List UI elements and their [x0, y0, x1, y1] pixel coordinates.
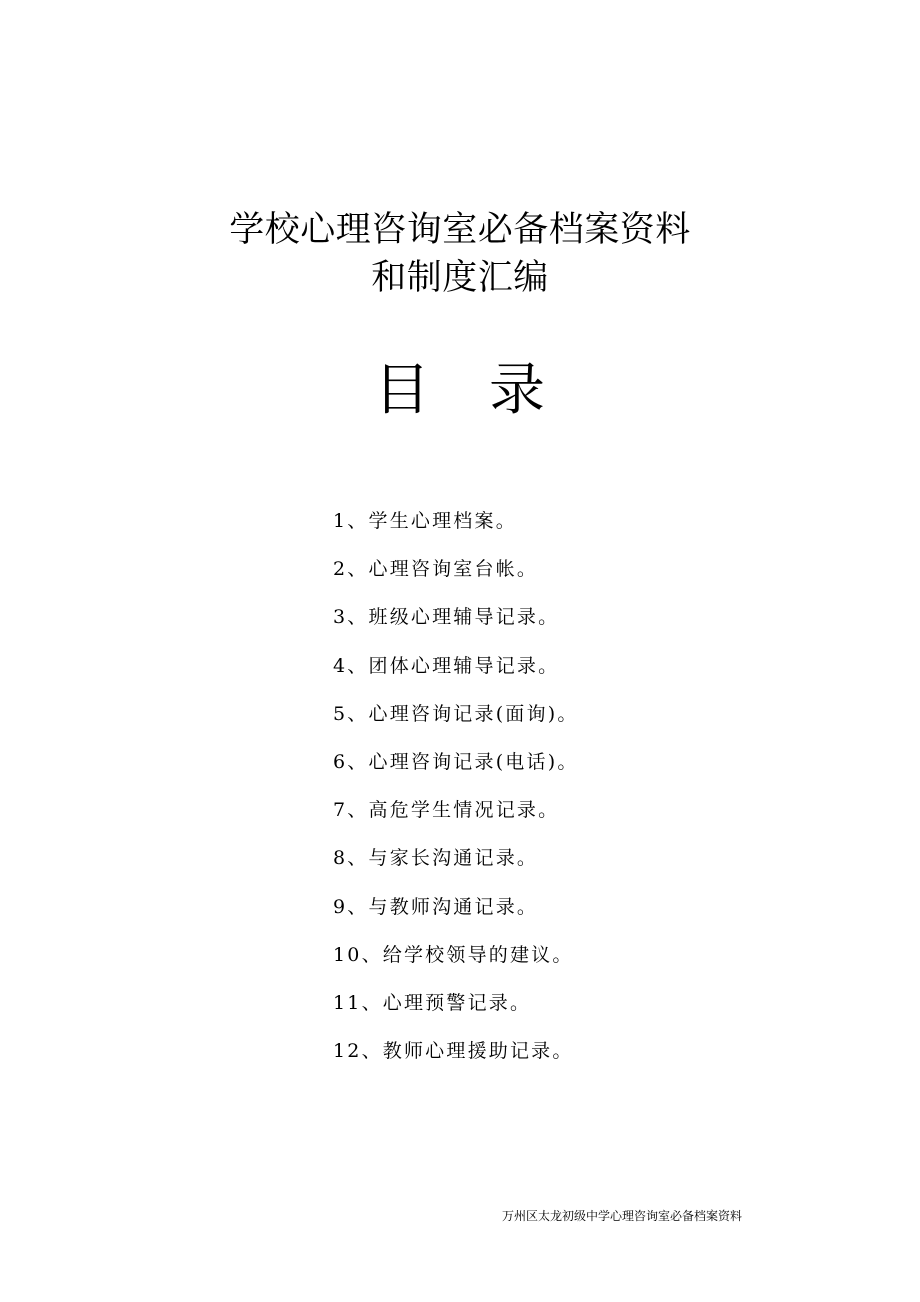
toc-item: 2、心理咨询室台帐。 — [333, 558, 539, 581]
toc-item: 1、学生心理档案。 — [333, 510, 517, 532]
toc-item: 4、团体心理辅导记录。 — [333, 654, 560, 677]
title-line-1: 学校心理咨询室必备档案资料 — [229, 210, 691, 250]
toc-item: 7、高危学生情况记录。 — [333, 799, 560, 822]
title-line-2: 和制度汇编 — [371, 258, 549, 298]
toc-item: 8、与家长沟通记录。 — [333, 847, 539, 870]
toc-item: 10、给学校领导的建议。 — [333, 943, 574, 966]
toc-item: 9、与教师沟通记录。 — [333, 895, 539, 918]
toc-item: 12、教师心理援助记录。 — [333, 1040, 574, 1063]
document-title — [0, 206, 920, 302]
toc-heading — [0, 356, 920, 426]
page-footer: 万州区太龙初级中学心理咨询室必备档案资料 — [502, 1209, 743, 1223]
toc-item: 5、心理咨询记录(面询)。 — [333, 702, 579, 725]
toc-item: 11、心理预警记录。 — [333, 991, 532, 1014]
toc-list — [333, 506, 579, 1084]
toc-item: 6、心理咨询记录(电话)。 — [333, 750, 579, 773]
toc-item: 3、班级心理辅导记录。 — [333, 606, 560, 629]
toc-heading-char-1: 目 — [374, 358, 431, 423]
toc-heading-char-2: 录 — [489, 358, 546, 423]
